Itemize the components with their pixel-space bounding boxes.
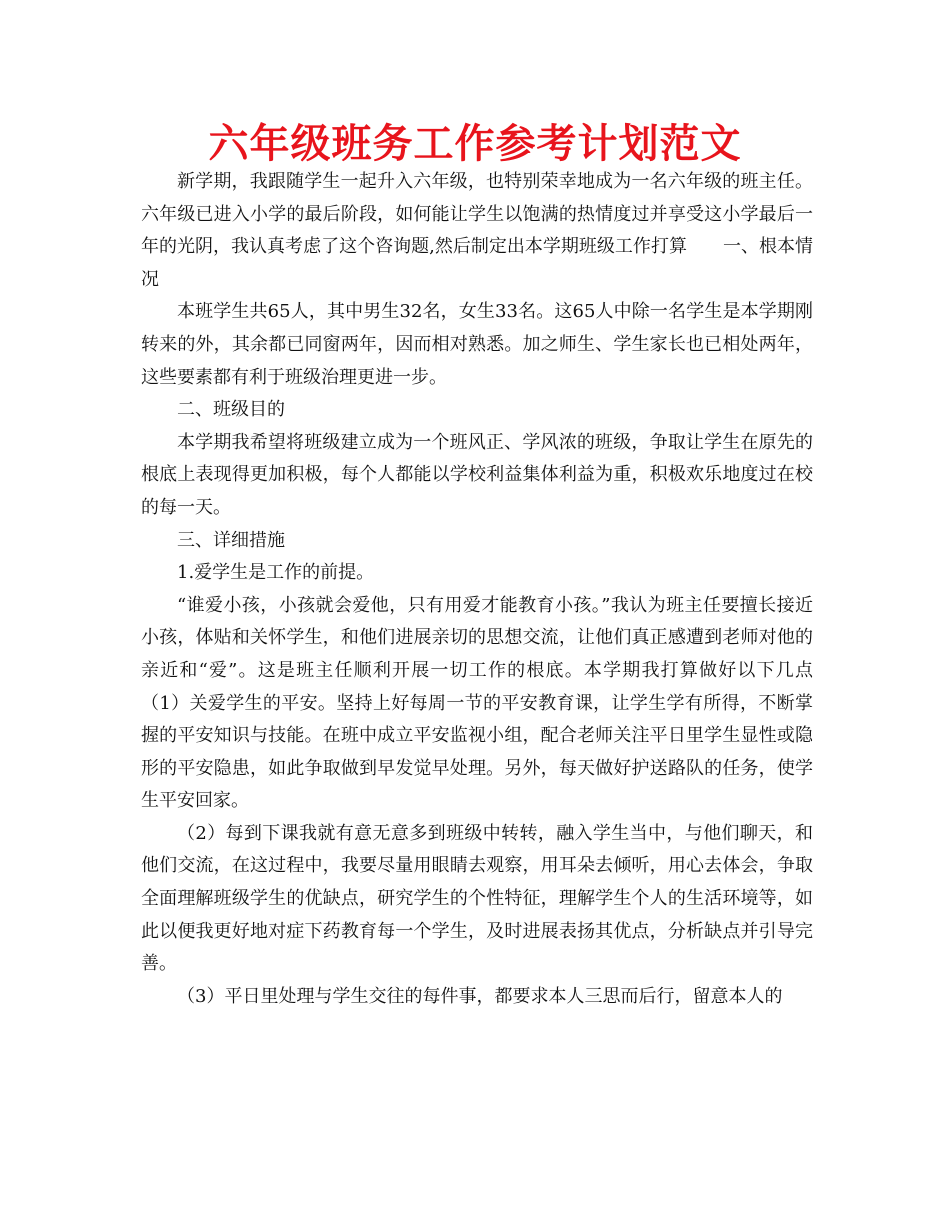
paragraph-intro: 新学期，我跟随学生一起升入六年级，也特别荣幸地成为一名六年级的班主任。六年级已进入小学的最后阶段，如何能让学生以饱满的热情度过并享受这小学最后一年的光阴，我认真考虑了这个咨询题,然后制定出本学期班级工作打算 一、根本情况 <box>141 171 813 290</box>
subheading-love-students: 1.爱学生是工作的前提。 <box>177 562 375 584</box>
paragraph-item-3: （3）平日里处理与学生交往的每件事，都要求本人三思而后行，留意本人的 <box>177 985 783 1007</box>
document-body <box>141 166 849 1013</box>
section-heading-goals: 二、班级目的 <box>177 399 285 421</box>
paragraph-goals: 本学期我希望将班级建立成为一个班风正、学风浓的班级，争取让学生在原先的根底上表现得更加积极，每个人都能以学校利益集体利益为重，积极欢乐地度过在校的每一天。 <box>141 431 813 518</box>
section-heading-measures: 三、详细措施 <box>177 529 285 551</box>
paragraph-item-2: （2）每到下课我就有意无意多到班级中转转，融入学生当中，与他们聊天，和他们交流，在这过程中，我要尽量用眼睛去观察，用耳朵去倾听，用心去体会，争取全面理解班级学生的优缺点，研究学生的个性特征，理解学生个人的生活环境等，如此以便我更好地对症下药教育每一个学生，及时进展表扬其优点，分析缺点并引导完善。 <box>141 822 813 975</box>
document-title: 六年级班务工作参考计划范文 <box>208 120 742 167</box>
paragraph-class-overview: 本班学生共65人，其中男生32名，女生33名。这65人中除一名学生是本学期刚转来的外，其余都已同窗两年，因而相对熟悉。加之师生、学生家长也已相处两年，这些要素都有利于班级治理更进一步。 <box>141 301 813 388</box>
paragraph-love-students: “谁爱小孩，小孩就会爱他，只有用爱才能教育小孩。”我认为班主任要擅长接近小孩，体贴和关怀学生，和他们进展亲切的思想交流，让他们真正感遭到老师对他的亲近和“爱”。这是班主任顺利开展一切工作的根底。本学期我打算做好以下几点 （1）关爱学生的平安。坚持上好每周一节的平安教育课，让学生学有所得，不断掌握的平安知识与技能。在班中成立平安监视小组，配合老师关注平日里学生显性或隐形的平安隐患，如此争取做到早发觉早处理。另外，每天做好护送路队的任务，使学生平安回家。 <box>141 594 849 812</box>
